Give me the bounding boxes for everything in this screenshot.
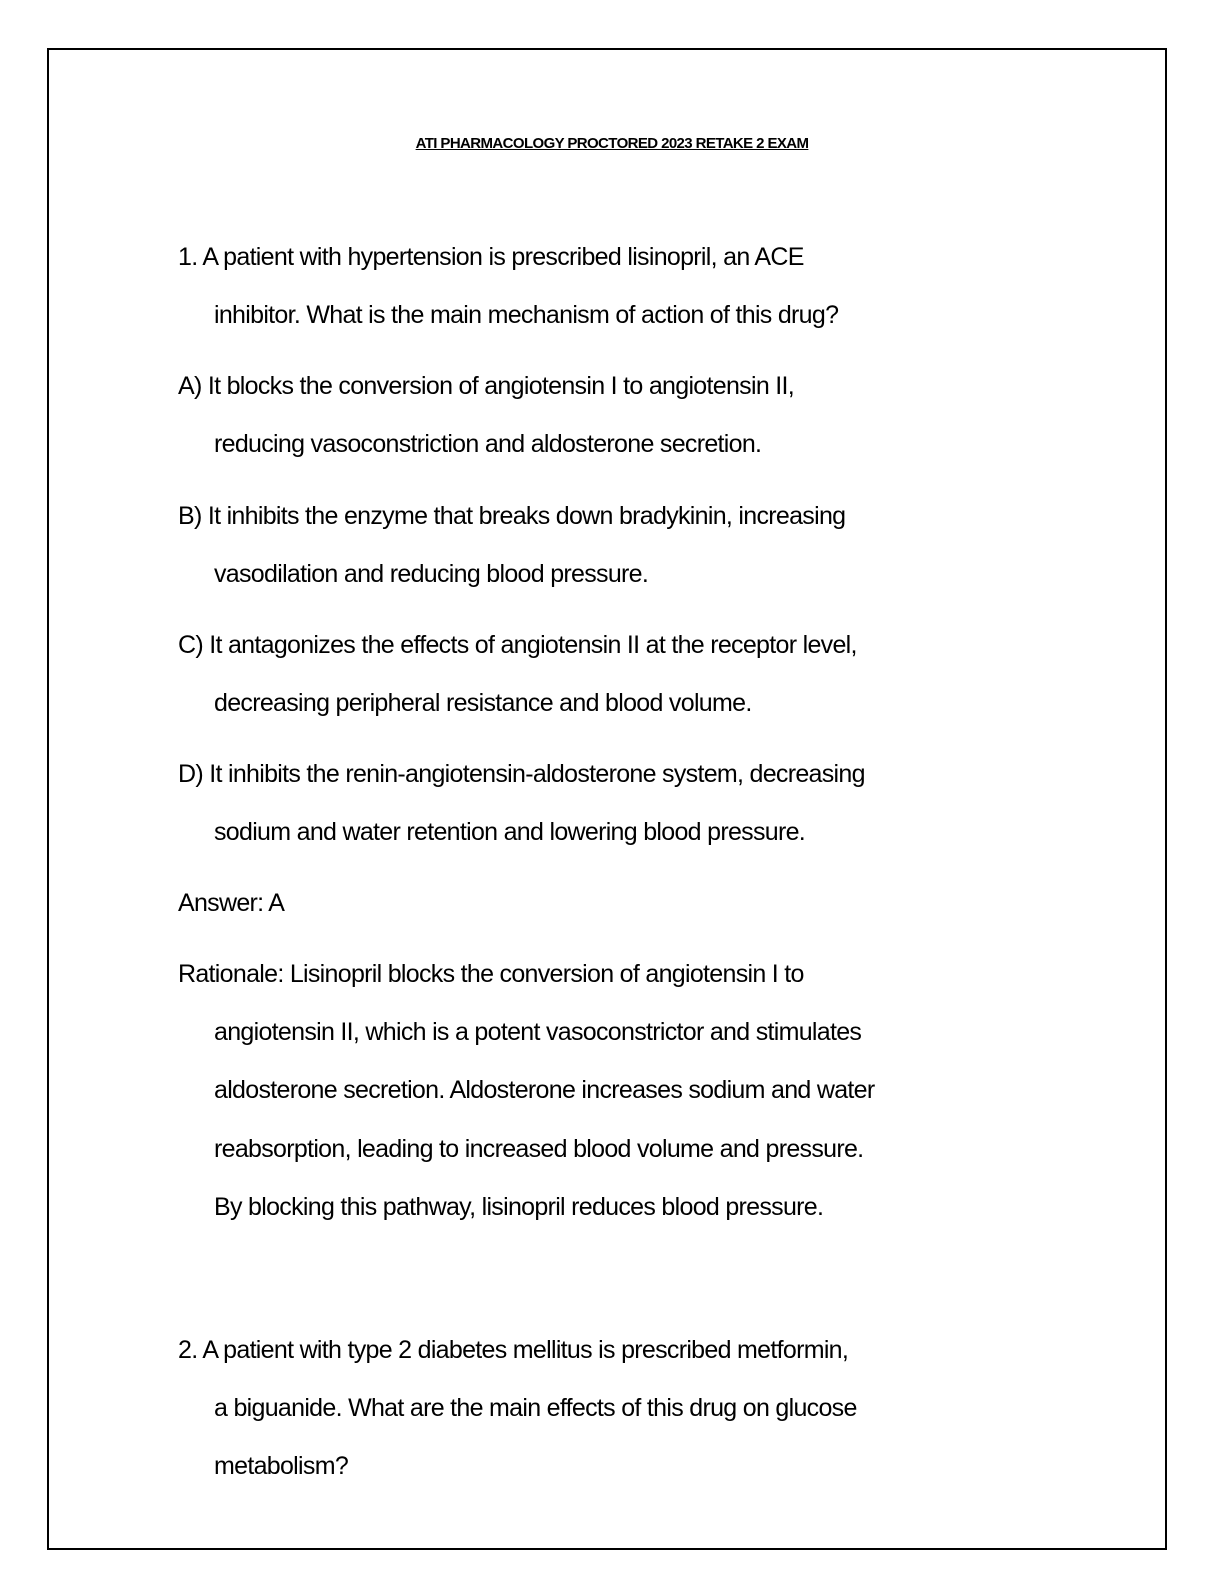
option-c-line: decreasing peripheral resistance and blood volume. (214, 689, 752, 717)
question-2-line: 2. A patient with type 2 diabetes mellitus is prescribed metformin, (178, 1336, 849, 1364)
page-border (47, 48, 1167, 1550)
option-d-line: D) It inhibits the renin-angiotensin-aldosterone system, decreasing (178, 760, 865, 788)
option-d-line: sodium and water retention and lowering blood pressure. (214, 818, 806, 846)
rationale-line: aldosterone secretion. Aldosterone increases sodium and water (214, 1076, 875, 1104)
rationale-line: By blocking this pathway, lisinopril reduces blood pressure. (214, 1193, 824, 1221)
question-1-line: 1. A patient with hypertension is prescribed lisinopril, an ACE (178, 243, 804, 271)
document-title (0, 135, 1224, 152)
option-b-line: B) It inhibits the enzyme that breaks down bradykinin, increasing (178, 502, 846, 530)
rationale-line: angiotensin II, which is a potent vasoconstrictor and stimulates (214, 1018, 862, 1046)
option-b-line: vasodilation and reducing blood pressure. (214, 560, 649, 588)
option-a-line: A) It blocks the conversion of angiotensin I to angiotensin II, (178, 372, 795, 400)
question-2-line: metabolism? (214, 1452, 349, 1480)
question-2-line: a biguanide. What are the main effects of this drug on glucose (214, 1394, 857, 1422)
option-a-line: reducing vasoconstriction and aldosterone secretion. (214, 430, 762, 458)
rationale-line: Rationale: Lisinopril blocks the conversion of angiotensin I to (178, 960, 804, 988)
document-title-text: ATI PHARMACOLOGY PROCTORED 2023 RETAKE 2 EXAM (415, 135, 809, 152)
question-1-line: inhibitor. What is the main mechanism of action of this drug? (214, 301, 839, 329)
option-c-line: C) It antagonizes the effects of angiotensin II at the receptor level, (178, 631, 857, 659)
rationale-line: reabsorption, leading to increased blood volume and pressure. (214, 1135, 864, 1163)
answer-line: Answer: A (178, 889, 285, 917)
